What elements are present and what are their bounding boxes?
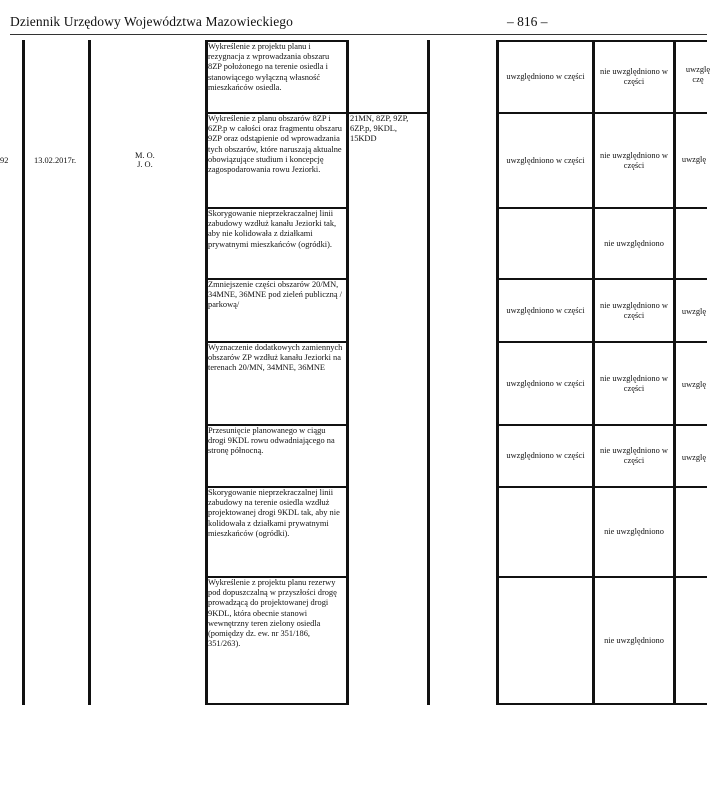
status-mayor: uwzględniono w części [506,378,585,388]
status-mayor: uwzględniono w części [506,305,585,315]
col-divider-1 [22,40,25,705]
status-council [678,65,718,85]
page-number: – 816 – [507,14,548,29]
row-number: 92 [0,156,9,165]
submitter-initials [135,151,155,169]
status-council: uwzglę [681,307,707,316]
status-mayor-not: nie uwzględniono w części [600,373,668,393]
col-divider-2 [88,40,91,705]
status-mayor-not: nie uwzględniono w części [600,446,668,465]
remark-text: Skorygowanie nieprzekraczalnej linii zabudowy wzdłuż kanału Jeziorki tak, aby nie kolidowała z działkami prywatnymi mieszkańców (ogródki). [208,209,337,249]
remark-text: Wykreślenie z projektu planu i rezygnacja z wprowadzania obszaru 8ZP położonego na terenie osiedla i stanowiącego wyłączną własność mieszkańców osiedla. [208,42,330,92]
remark-text: Przesunięcie planowanego w ciągu drogi 9KDL rowu odwadniającego na stronę północną. [208,426,335,456]
status-mayor-not: nie uwzględniono w części [600,67,668,86]
row-sep [205,703,348,705]
submission-date: 13.02.2017r. [34,156,77,165]
status-council: uwzglę [681,380,707,389]
status-mayor-not: nie uwzględniono [604,527,664,536]
submitter-1: M. O. [135,151,155,160]
journal-title: Dziennik Urzędowy Województwa Mazowieckiego [10,14,293,29]
status-mayor: uwzględniono w części [506,451,585,460]
status-council: uwzglę [681,155,707,164]
header-rule [10,34,707,35]
status-mayor-not: nie uwzględniono [604,238,664,248]
status-council: uwzglę [681,453,707,462]
remark-text: Zmniejszenie części obszarów 20/MN, 34MNE, 36MNE pod zieleń publiczną / parkową/ [208,280,342,310]
status-mayor: uwzględniono w części [506,72,585,81]
remark-text: Skorygowanie nieprzekraczalnej linii zabudowy na terenie osiedla wzdłuż projektowanej drogi 9KDL tak, aby nie kolidowała z działkami prywatnymi mieszkańców (ogródki). [208,488,340,538]
page-header [10,14,707,34]
submitter-2: J. O. [137,160,153,169]
col-divider-4 [346,40,349,705]
remark-text: Wykreślenie z projektu planu rezerwy pod dopuszczalną w przyszłości drogę prowadzącą do projektowanej drogi 9KDL, która obecnie stanowi wewnętrzny teren zielony osiedla (pomiędzy dz. ew. nr 351/186, 351/263). [208,578,337,649]
col-divider-8 [673,40,676,705]
areas-cell: 21MN, 8ZP, 9ZP, 6ZP.p, 9KDL, 15KDD [350,114,409,144]
status-council-line1: uwzglę [685,65,711,74]
status-mayor-not: nie uwzględniono w części [600,300,668,320]
status-row-sep [496,703,707,705]
remark-text: Wyznaczenie dodatkowych zamiennych obszarów ZP wzdłuż kanału Jeziorki na terenach 20/MN, 34MNE, 36MNE [208,343,343,373]
col-divider-5 [427,40,430,705]
status-mayor-not: nie uwzględniono w części [600,150,668,170]
status-mayor-not: nie uwzględniono [604,635,664,645]
remark-text: Wykreślenie z planu obszarów 8ZP i 6ZP.p w całości oraz fragmentu obszaru 9ZP oraz odstąpienie od wprowadzania tych obszarów, które naruszają aktualne obowiązujące studium i koncepcję zagospodarowania rowu Jeziorki. [208,114,342,175]
status-mayor: uwzględniono w części [506,155,585,165]
status-council-line2: czę [692,75,704,84]
